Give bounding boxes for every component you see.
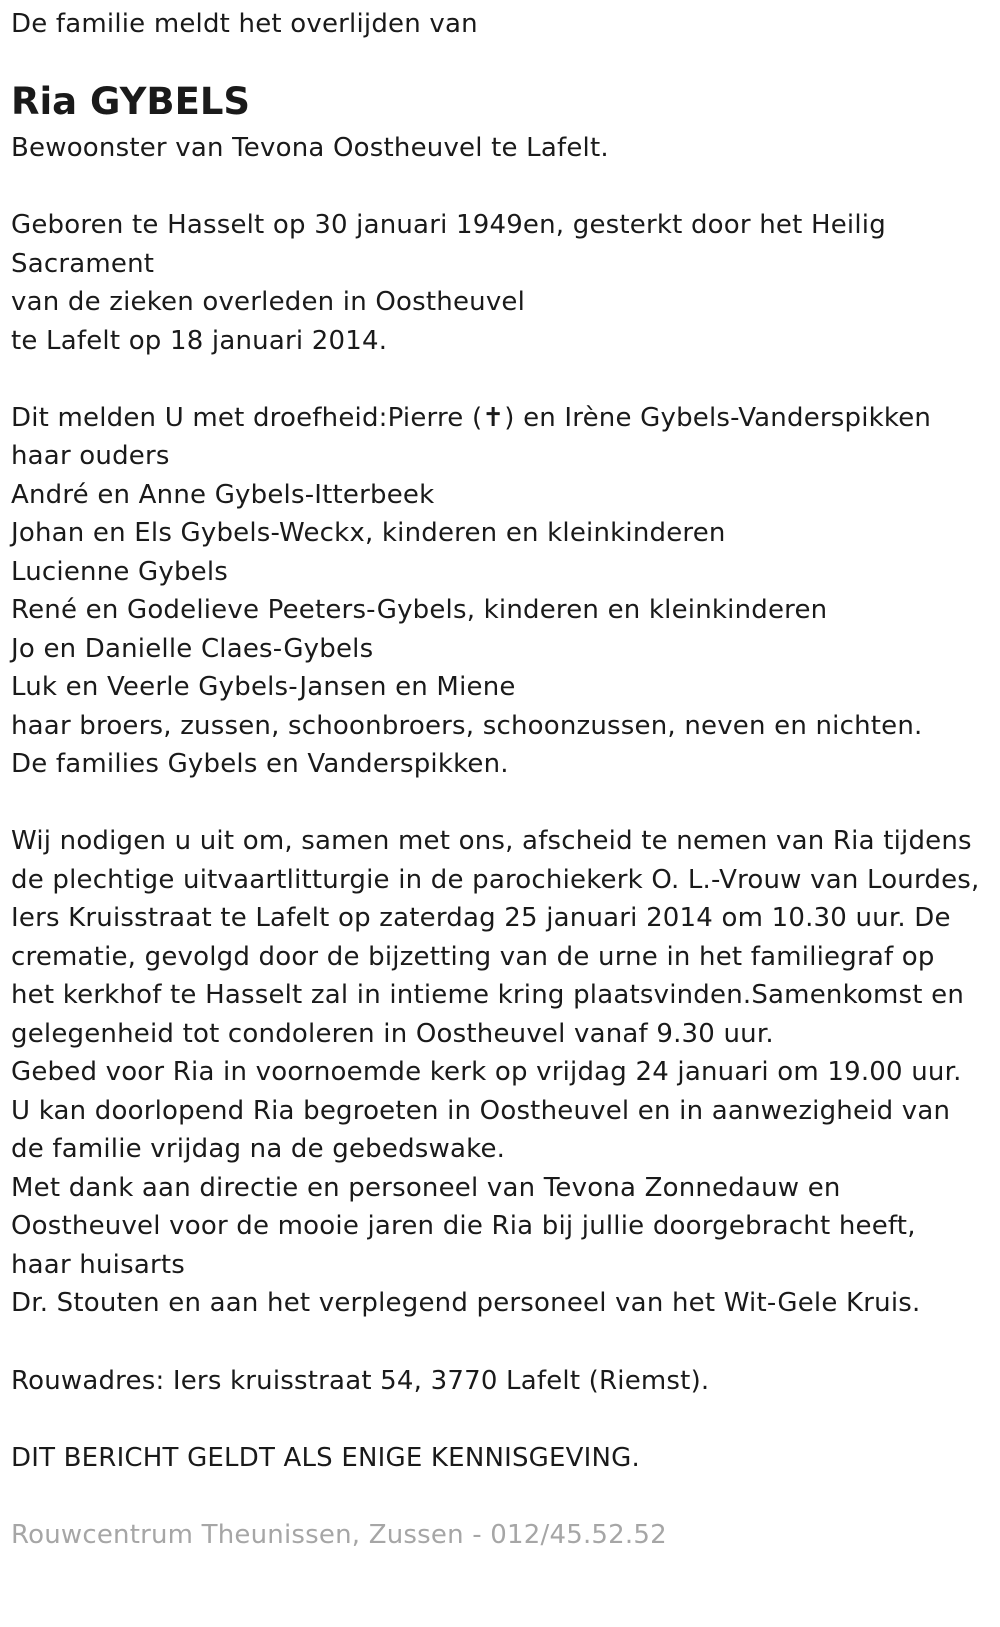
intro-text: De familie meldt het overlijden van (11, 9, 478, 39)
ceremony-line: U kan doorlopend Ria begroeten in Oostheuvel en in aanwezigheid van (11, 1096, 951, 1126)
ceremony-line: haar huisarts (11, 1250, 185, 1280)
residence-text: Bewoonster van Tevona Oostheuvel te Lafelt. (11, 133, 609, 163)
family-line: Luk en Veerle Gybels-Jansen en Miene (11, 672, 516, 702)
family-line: De families Gybels en Vanderspikken. (11, 749, 509, 779)
birth-line: Geboren te Hasselt op 30 januari 1949en, gesterkt door het Heilig (11, 210, 886, 240)
ceremony-line: de familie vrijdag na de gebedswake. (11, 1134, 506, 1164)
family-line: Johan en Els Gybels-Weckx, kinderen en kleinkinderen (11, 518, 726, 548)
ceremony-line: de plechtige uitvaartlitturgie in de parochiekerk O. L.-Vrouw van Lourdes, (11, 865, 980, 895)
ceremony-line: Wij nodigen u uit om, samen met ons, afscheid te nemen van Ria tijdens (11, 826, 972, 856)
family-line: haar broers, zussen, schoonbroers, schoonzussen, neven en nichten. (11, 711, 923, 741)
notice-text: DIT BERICHT GELDT ALS ENIGE KENNISGEVING. (11, 1443, 640, 1473)
birth-line: Sacrament (11, 249, 155, 279)
family-line: Lucienne Gybels (11, 557, 229, 587)
ceremony-line: Oostheuvel voor de mooie jaren die Ria bij jullie doorgebracht heeft, (11, 1211, 916, 1241)
ceremony-line: Met dank aan directie en personeel van Tevona Zonnedauw en (11, 1173, 841, 1203)
ceremony-line: Iers Kruisstraat te Lafelt op zaterdag 25 januari 2014 om 10.30 uur. De (11, 903, 951, 933)
footer-funeral-home: Rouwcentrum Theunissen, Zussen - 012/45.52.52 (11, 1520, 667, 1550)
address-text: Rouwadres: Iers kruisstraat 54, 3770 Lafelt (Riemst). (11, 1366, 710, 1396)
ceremony-line: het kerkhof te Hasselt zal in intieme kring plaatsvinden.Samenkomst en (11, 980, 965, 1010)
ceremony-line: crematie, gevolgd door de bijzetting van de urne in het familiegraf op (11, 942, 935, 972)
family-line: haar ouders (11, 441, 170, 471)
birth-line: van de zieken overleden in Oostheuvel (11, 287, 526, 317)
birth-line: te Lafelt op 18 januari 2014. (11, 326, 388, 356)
ceremony-line: Gebed voor Ria in voornoemde kerk op vrijdag 24 januari om 19.00 uur. (11, 1057, 962, 1087)
family-line: René en Godelieve Peeters-Gybels, kinderen en kleinkinderen (11, 595, 828, 625)
family-line: Jo en Danielle Claes-Gybels (11, 634, 374, 664)
ceremony-line: Dr. Stouten en aan het verplegend personeel van het Wit-Gele Kruis. (11, 1288, 921, 1318)
ceremony-line: gelegenheid tot condoleren in Oostheuvel vanaf 9.30 uur. (11, 1019, 774, 1049)
family-line: André en Anne Gybels-Itterbeek (11, 480, 435, 510)
family-line: Dit melden U met droefheid:Pierre (✝) en Irène Gybels-Vanderspikken (11, 403, 932, 433)
deceased-name: Ria GYBELS (11, 80, 251, 123)
